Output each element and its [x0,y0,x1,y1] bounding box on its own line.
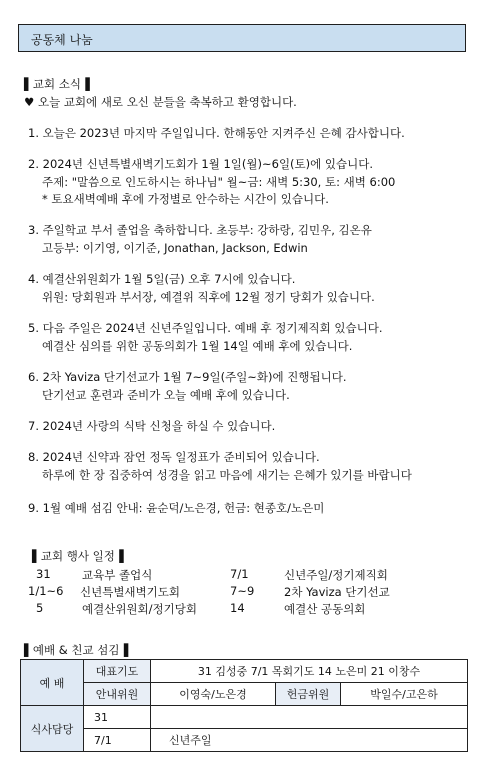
news-item-8: 8. 2024년 신약과 잠언 정독 일정표가 준비되어 있습니다. [28,450,320,464]
meal-label: 식사담당 [21,706,84,752]
event-date: 14 [230,601,245,615]
news-item-4: 4. 예결산위원회가 1월 5일(금) 오후 7시에 있습니다. [28,272,296,286]
news-item-9: 9. 1월 예배 섬김 안내: 윤순덕/노은경, 헌금: 현종호/노은미 [28,501,325,515]
news-item-3: 3. 주일학교 부서 졸업을 축하합니다. 초등부: 강하랑, 김민우, 김온유 [28,223,372,237]
event-name: 신년주일/정기제직회 [284,568,388,582]
news-item-6-detail: 단기선교 훈련과 준비가 오늘 예배 후에 있습니다. [42,388,290,402]
welcome-text: ♥ 오늘 교회에 새로 오신 분들을 축복하고 환영합니다. [24,95,297,109]
offering-value: 박일수/고은하 [341,683,468,706]
news-item-2-detail: 주제: "말씀으로 인도하시는 하나님" 월~금: 새벽 5:30, 토: 새벽 6:00 [42,175,396,189]
offering-label: 헌금위원 [276,683,341,706]
news-item-1: 1. 오늘은 2023년 마지막 주일입니다. 한해동안 지켜주신 은혜 감사합니다. [28,126,405,140]
events-heading: ▌교회 행사 일정▐ [32,549,124,563]
news-item-4-detail: 위원: 당회원과 부서장, 예결위 직후에 12월 정기 당회가 있습니다. [42,290,375,304]
news-item-5: 5. 다음 주일은 2024년 신년주일입니다. 예배 후 정기제직회 있습니다. [28,321,383,335]
meal-value [151,706,468,729]
event-name: 2차 Yaviza 단기선교 [284,585,390,599]
event-name: 예결산 공동의회 [284,602,366,616]
event-date: 7/1 [230,567,249,581]
meal-date: 7/1 [84,729,151,752]
news-item-7: 7. 2024년 사랑의 식탁 신청을 하실 수 있습니다. [28,419,276,433]
section-header [18,24,466,52]
news-item-5-detail: 예결산 심의를 위한 공동의회가 1월 14일 예배 후에 있습니다. [42,339,353,353]
news-item-2-note: * 토요새벽예배 후에 가정별로 안수하는 시간이 있습니다. [42,192,329,206]
event-name: 신년특별새벽기도회 [80,585,180,599]
event-name: 예결산위원회/정기당회 [82,602,197,616]
news-item-2: 2. 2024년 신년특별새벽기도회가 1월 1일(월)~6일(토)에 있습니다. [28,157,373,171]
section-title: 공동체 나눔 [31,33,93,47]
news-item-8-detail: 하루에 한 장 집중하여 성경을 읽고 마음에 새기는 은혜가 있기를 바랍니다 [42,468,412,482]
guide-value: 이영숙/노은경 [151,683,276,706]
event-date: 31 [36,567,51,581]
worship-table [20,659,468,752]
worship-heading: ▌예배 & 친교 섬김▐ [24,643,129,657]
news-item-3-detail: 고등부: 이기영, 이기준, Jonathan, Jackson, Edwin [42,241,308,255]
worship-label: 예 배 [21,660,84,706]
news-heading: ▌교회 소식▐ [24,77,90,91]
meal-value: 신년주일 [151,729,468,752]
rep-prayer-value: 31 김성중 7/1 목회기도 14 노은미 21 이창수 [151,660,468,683]
event-name: 교육부 졸업식 [82,568,153,582]
news-item-6: 6. 2차 Yaviza 단기선교가 1월 7~9일(주일~화)에 진행됩니다. [28,370,347,384]
event-date: 7~9 [230,584,255,598]
event-date: 1/1~6 [28,584,64,598]
rep-prayer-label: 대표기도 [84,660,151,683]
guide-label: 안내위원 [84,683,151,706]
meal-date: 31 [84,706,151,729]
event-date: 5 [36,601,44,615]
